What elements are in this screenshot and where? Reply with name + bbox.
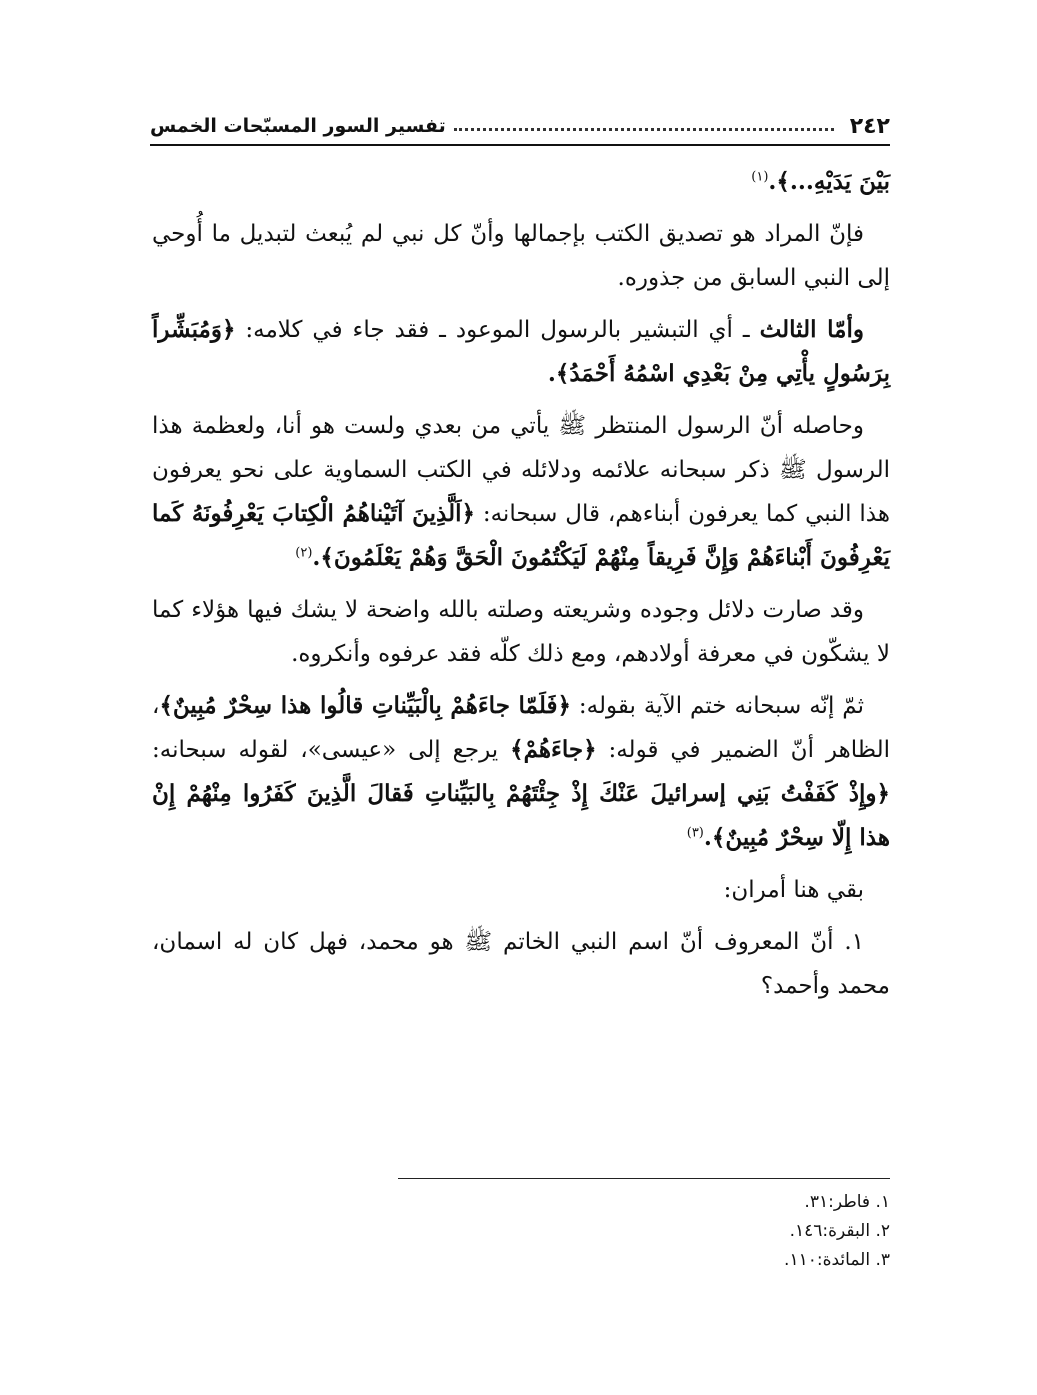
section-lead: وأمّا الثالث <box>759 316 864 343</box>
paragraph-6 <box>152 684 890 860</box>
footnote-3: ٣. المائدة:١١٠. <box>784 1250 890 1270</box>
quran-quote: ﴿جاءَهُمْ﴾ <box>510 736 597 763</box>
paragraph-4 <box>152 404 890 580</box>
quran-quote: ﴿وَمُبَشِّراً بِرَسُولٍ يأْتِي مِنْ بَعْدِي اسْمُهُ أَحْمَدُ﴾. <box>152 316 890 387</box>
paragraph-text: يرجع إلى «عيسى»، لقوله سبحانه: <box>152 737 511 763</box>
footnote-ref: (٣) <box>686 825 704 841</box>
footnote-rule <box>398 1178 890 1179</box>
paragraph-5: وقد صارت دلائل وجوده وشريعته وصلته بالله واضحة لا يشك فيها هؤلاء كما لا يشكّون في معرفة أولادهم، ومع ذلك كلّه فقد عرفوه وأنكروه. <box>152 597 890 667</box>
paragraph-8: ١. أنّ المعروف أنّ اسم النبي الخاتم ﷺ هو محمد، فهل كان له اسمان، محمد وأحمد؟ <box>152 929 890 999</box>
paragraph-text: ثمّ إنّه سبحانه ختم الآية بقوله: <box>570 693 864 719</box>
footnotes <box>560 1188 890 1275</box>
quran-quote: بَيْنَ يَدَيْهِ...﴾. <box>768 168 890 195</box>
quran-quote: ﴿فَلَمّا جاءَهُمْ بِالْبَيِّناتِ قالُوا هذا سِحْرٌ مُبِينٌ﴾ <box>159 692 571 719</box>
paragraph-1 <box>152 160 890 204</box>
paragraph-text: ـ أي التبشير بالرسول الموعود ـ فقد جاء في كلامه: <box>235 317 760 343</box>
paragraph-3 <box>152 308 890 396</box>
quran-quote: ﴿اَلَّذِينَ آتَيْناهُمُ الْكِتابَ يَعْرِفُونَهُ كَما يَعْرِفُونَ أَبْناءَهُمْ وَإِنَّ فَرِيقاً مِنْهُمْ لَيَكْتُمُونَ الْحَقَّ وَهُمْ يَعْلَمُونَ﴾. <box>152 500 890 571</box>
footnote-2: ٢. البقرة:١٤٦. <box>789 1221 890 1241</box>
footnote-1: ١. فاطر:٣١. <box>804 1192 890 1212</box>
paragraph-7: بقي هنا أمران: <box>723 877 864 903</box>
page-number: ٢٤٢ <box>849 113 890 139</box>
running-header <box>150 108 890 144</box>
footnote-ref: (١) <box>751 169 769 185</box>
quran-quote: ﴿وإِذْ كَفَفْتُ بَنِي إسرائيلَ عَنْكَ إِذْ جِئْتَهُمْ بِالبَيِّناتِ فَقالَ الَّذِينَ كَفَرُوا مِنْهُمْ إِنْ هذا إِلّا سِحْرٌ مُبِينٌ﴾. <box>152 780 890 851</box>
book-title: تفسير السور المسبّحات الخمس <box>150 115 446 137</box>
paragraph-text: ، الظاهر أنّ الضمير في قوله: <box>152 693 890 763</box>
paragraph-2: فإنّ المراد هو تصديق الكتب بإجمالها وأنّ كل نبي لم يُبعث لتبديل ما أُوحي إلى النبي السابق من جذوره. <box>152 221 890 291</box>
paragraph-text: وحاصله أنّ الرسول المنتظر ﷺ يأتي من بعدي ولست هو أنا، ولعظمة هذا الرسول ﷺ ذكر سبحانه علائمه ودلائله في الكتب السماوية على نحو يعرفون هذا النبي كما يعرفون أبناءهم، قال سبحانه: <box>152 413 890 527</box>
header-rule <box>150 144 890 146</box>
footnote-ref: (٢) <box>295 545 313 561</box>
header-leader-dots <box>454 128 834 131</box>
main-text <box>152 160 890 1016</box>
